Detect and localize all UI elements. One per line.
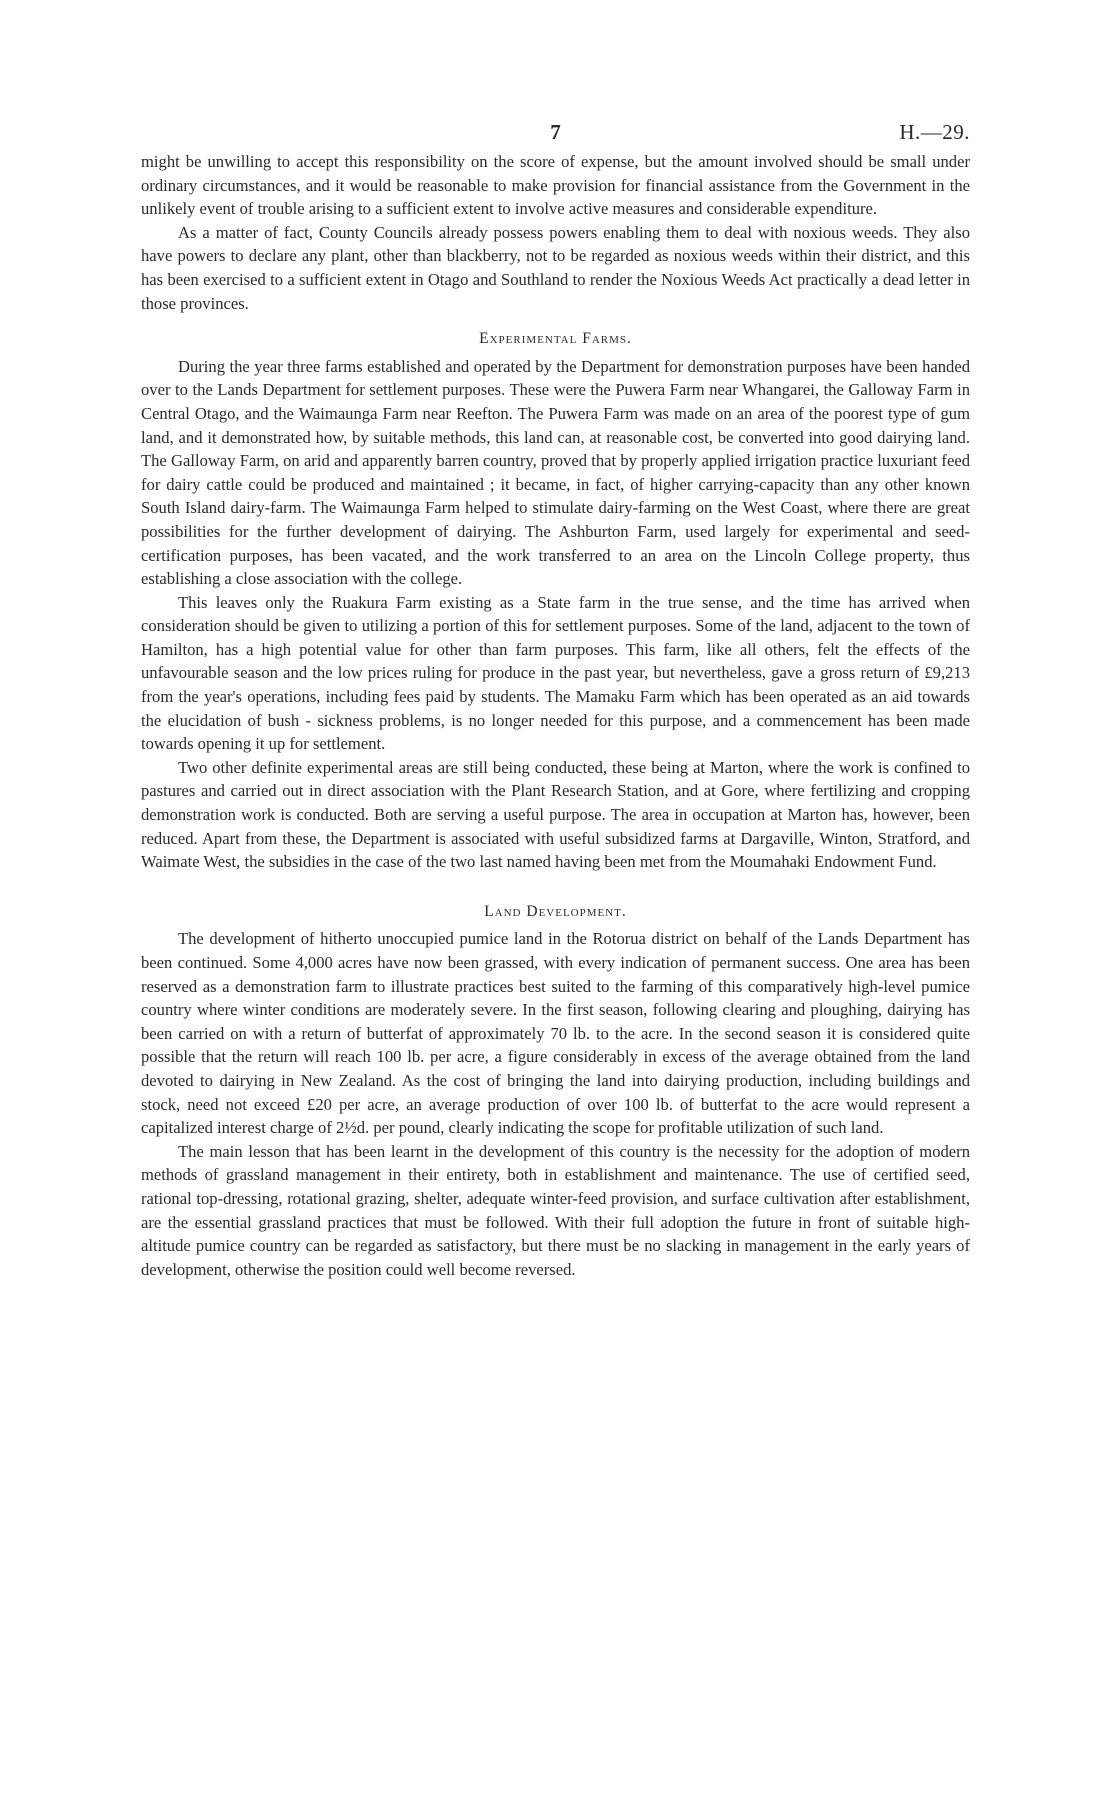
intro-paragraph-2: As a matter of fact, County Councils already possess powers enabling them to deal with noxious weeds. They also have powers to declare any plant, other than blackberry, not to be regarded as noxious weeds within their district, and this has been exercised to a sufficient extent in Otago and Southland to render the Noxious Weeds Act practically a dead letter in those provinces. <box>141 222 970 313</box>
experimental-farms-paragraph-1: During the year three farms established and operated by the Department for demonstration purposes have been handed over to the Lands Department for settlement purposes. These were the Puwera Farm near Whangarei, the Galloway Farm in Central Otago, and the Waimaunga Farm near Reefton. The Puwera Farm was made on an area of the poorest type of gum land, and it demonstrated how, by suitable methods, this land can, at reasonable cost, be converted into good dairying land. The Galloway Farm, on arid and apparently barren country, proved that by properly applied irrigation practice luxuriant feed for dairy cattle could be produced and maintained ; it became, in fact, of higher carrying-capacity than any other known South Island dairy-farm. The Waimaunga Farm helped to stimulate dairy-farming on the West Coast, where there are great possibilities for the further development of dairying. The Ashburton Farm, used largely for experimental and seed-certification purposes, has been vacated, and the work transferred to an area on the Lincoln College property, thus establishing a close association with the college. <box>141 356 970 589</box>
experimental-farms-paragraph-3: Two other definite experimental areas are still being conducted, these being at Marton, where the work is confined to pastures and carried out in direct association with the Plant Research Station, and at Gore, where fertilizing and cropping demonstration work is conducted. Both are serving a useful purpose. The area in occupation at Marton has, however, been reduced. Apart from these, the Department is associated with useful subsidized farms at Dargaville, Winton, Stratford, and Waimate West, the subsidies in the case of the two last named having been met from the Moumahaki Endowment Fund. <box>141 757 970 872</box>
page-header <box>141 120 970 150</box>
land-development-paragraph-1: The development of hitherto unoccupied pumice land in the Rotorua district on behalf of the Lands Department has been continued. Some 4,000 acres have now been grassed, with every indication of permanent success. One area has been reserved as a demonstration farm to illustrate practices best suited to the farming of this comparatively high-level pumice country where winter conditions are moderately severe. In the first season, following clearing and ploughing, dairying has been carried on with a return of butterfat of approximately 70 lb. to the acre. In the second season it is considered quite possible that the return will reach 100 lb. per acre, a figure considerably in excess of the average obtained from the land devoted to dairying in New Zealand. As the cost of bringing the land into dairying production, including buildings and stock, need not exceed £20 per acre, an average production of over 100 lb. of butterfat to the acre would represent a capitalized interest charge of 2½d. per pound, clearly indicating the scope for profitable utilization of such land. <box>141 929 970 1138</box>
page-number: 7 <box>550 120 561 144</box>
document-page <box>141 120 970 1281</box>
experimental-farms-paragraph-2: This leaves only the Ruakura Farm existing as a State farm in the true sense, and the time has arrived when consideration should be given to utilizing a portion of this for settlement purposes. Some of the land, adjacent to the town of Hamilton, has a high potential value for other than farm purposes. This farm, like all others, felt the effects of the unfavourable season and the low prices ruling for produce in the past year, but nevertheless, gave a gross return of £9,213 from the year's operations, including fees paid by students. The Mamaku Farm which has been operated as an aid towards the elucidation of bush - sickness problems, is no longer needed for this purpose, and a commencement has been made towards opening it up for settlement. <box>141 592 970 754</box>
land-development-section <box>141 900 970 1282</box>
land-development-paragraph-2: The main lesson that has been learnt in the development of this country is the necessity for the adoption of modern methods of grassland management in their entirety, both in establishment and maintenance. The use of certified seed, rational top-dressing, rotational grazing, shelter, adequate winter-feed provision, and surface cultivation after establishment, are the essential grassland practices that must be followed. With their full adoption the future in front of suitable high-altitude pumice country can be regarded as satisfactory, but there must be no slacking in management in the early years of development, otherwise the position could well become reversed. <box>141 1141 970 1279</box>
land-development-heading: Land Development. <box>484 902 627 920</box>
intro-paragraph-1: might be unwilling to accept this responsibility on the score of expense, but the amount involved should be small under ordinary circumstances, and it would be reasonable to make provision for financial assistance from the Government in the unlikely event of trouble arising to a sufficient extent to involve active measures and considerable expenditure. <box>141 152 970 219</box>
intro-section <box>141 150 970 315</box>
document-reference: H.—29. <box>899 120 970 144</box>
experimental-farms-section <box>141 327 970 874</box>
experimental-farms-heading: Experimental Farms. <box>479 330 632 348</box>
